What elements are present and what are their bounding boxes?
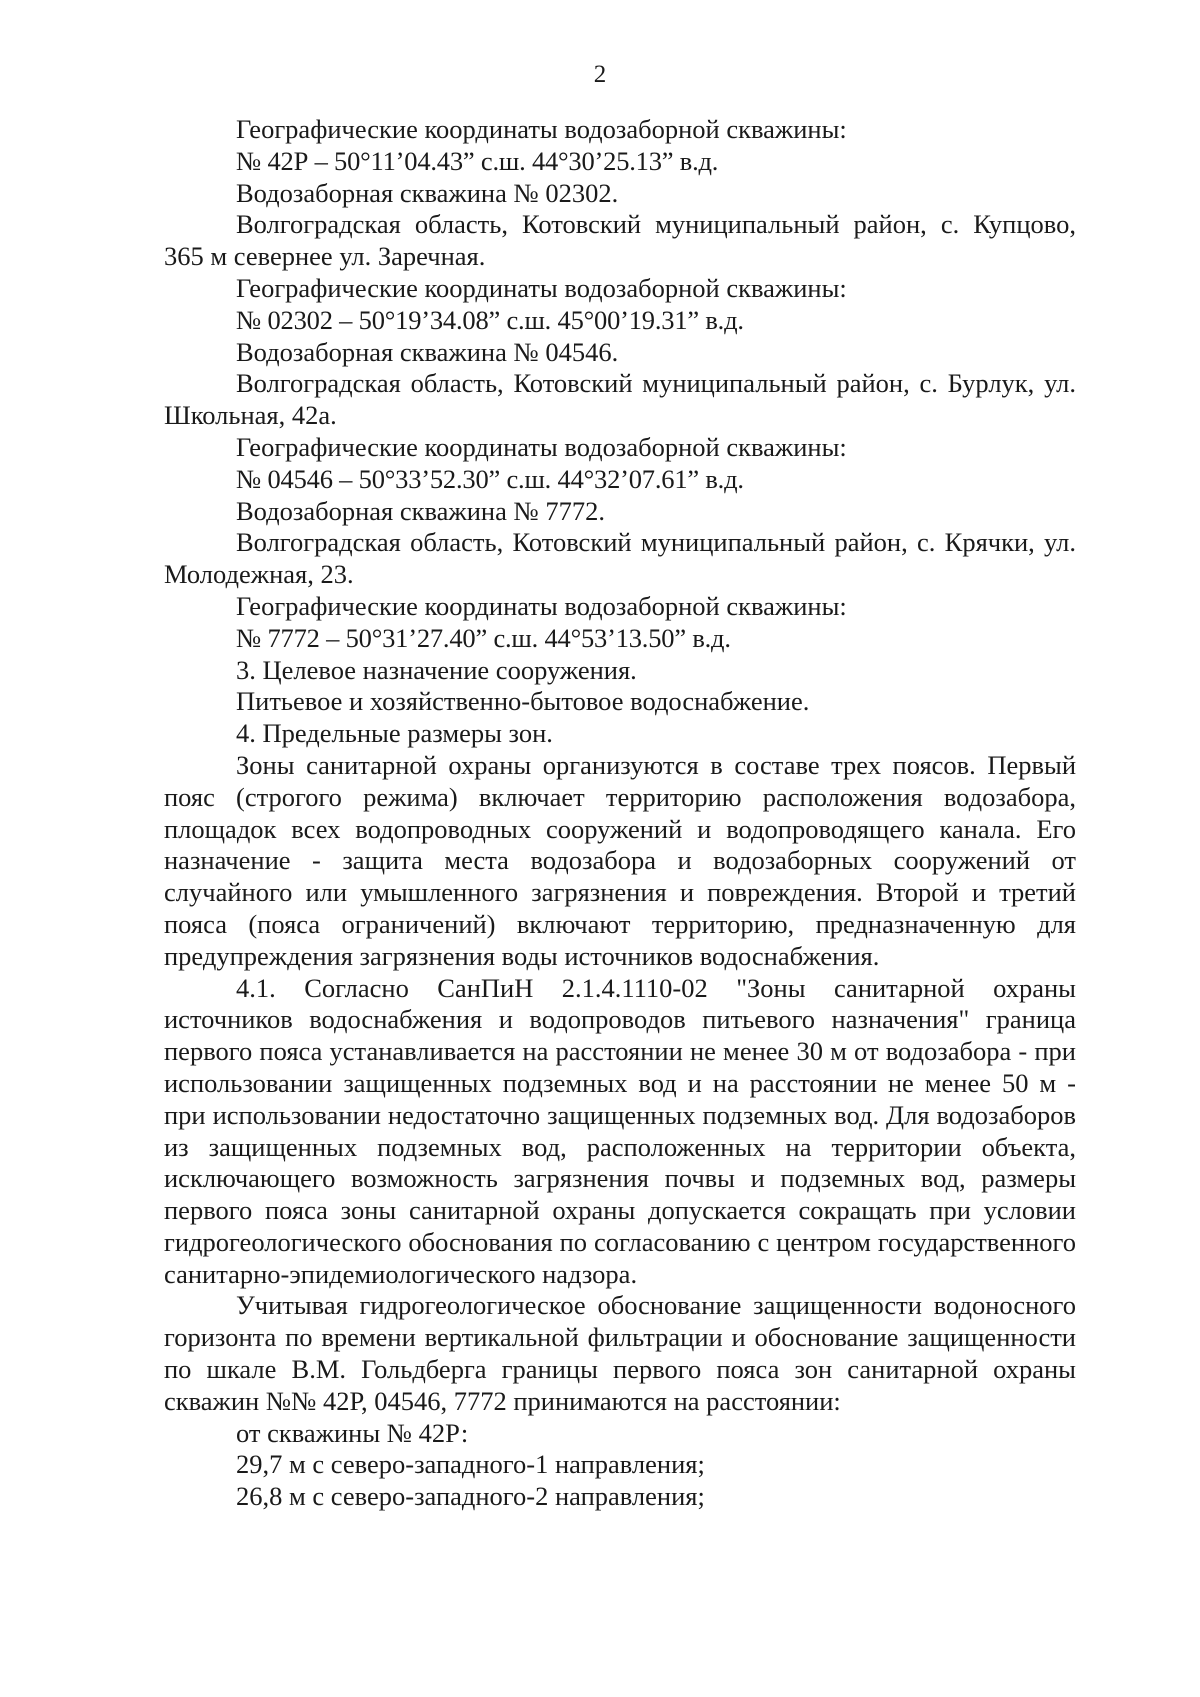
paragraph-2: № 42Р – 50°11’04.43” с.ш. 44°30’25.13” в.д. xyxy=(236,145,719,176)
paragraph-8: Волгоградская область, Котовский муниципальный район, с. Бурлук, ул. Школьная, 42а. xyxy=(164,368,1076,431)
document-body xyxy=(164,114,1076,1513)
paragraph-20: Учитывая гидрогеологическое обоснование защищенности водоносного горизонта по времени вертикальной фильтрации и обоснование защищенности по шкале В.М. Гольдберга границы первого пояса зон санитарной охраны скважин №№ 42Р, 04546, 7772 принимаются на расстоянии: xyxy=(164,1290,1076,1416)
page-number: 2 xyxy=(593,61,607,88)
paragraph-23: 26,8 м с северо-западного-2 направления; xyxy=(236,1481,705,1512)
paragraph-10: № 04546 – 50°33’52.30” с.ш. 44°32’07.61” в.д. xyxy=(236,463,744,494)
paragraph-13: Географические координаты водозаборной скважины: xyxy=(236,590,847,621)
paragraph-15: 3. Целевое назначение сооружения. xyxy=(236,654,637,685)
paragraph-5: Географические координаты водозаборной скважины: xyxy=(236,272,847,303)
paragraph-4: Волгоградская область, Котовский муниципальный район, с. Купцово, 365 м севернее ул. Заречная. xyxy=(164,209,1076,272)
paragraph-19: 4.1. Согласно СанПиН 2.1.4.1110-02 "Зоны санитарной охраны источников водоснабжения и водопроводов питьевого назначения" граница первого пояса устанавливается на расстоянии не менее 30 м от водозабора - при использовании защищенных подземных вод и на расстоянии не менее 50 м - при использовании недостаточно защищенных подземных вод. Для водозаборов из защищенных подземных вод, расположенных на территории объекта, исключающего возможность загрязнения почвы и подземных вод, размеры первого пояса зоны санитарной охраны допускается сокращать при условии гидрогеологического обоснования по согласованию с центром государственного санитарно-эпидемиологического надзора. xyxy=(164,972,1076,1289)
paragraph-7: Водозаборная скважина № 04546. xyxy=(236,336,619,367)
paragraph-21: от скважины № 42Р: xyxy=(236,1417,469,1448)
paragraph-16: Питьевое и хозяйственно-бытовое водоснабжение. xyxy=(236,686,810,717)
paragraph-12: Волгоградская область, Котовский муниципальный район, с. Крячки, ул. Молодежная, 23. xyxy=(164,527,1076,590)
paragraph-14: № 7772 – 50°31’27.40” с.ш. 44°53’13.50” в.д. xyxy=(236,622,731,653)
paragraph-11: Водозаборная скважина № 7772. xyxy=(236,495,606,526)
paragraph-18: Зоны санитарной охраны организуются в составе трех поясов. Первый пояс (строгого режима) включает территорию расположения водозабора, площадок всех водопроводных сооружений и водопроводящего канала. Его назначение - защита места водозабора и водозаборных сооружений от случайного или умышленного загрязнения и повреждения. Второй и третий пояса (пояса ограничений) включают территорию, предназначенную для предупреждения загрязнения воды источников водоснабжения. xyxy=(164,749,1076,971)
paragraph-17: 4. Предельные размеры зон. xyxy=(236,718,553,749)
paragraph-3: Водозаборная скважина № 02302. xyxy=(236,177,619,208)
paragraph-6: № 02302 – 50°19’34.08” с.ш. 45°00’19.31” в.д. xyxy=(236,304,744,335)
paragraph-1: Географические координаты водозаборной скважины: xyxy=(236,114,847,144)
paragraph-22: 29,7 м с северо-западного-1 направления; xyxy=(236,1449,705,1480)
paragraph-9: Географические координаты водозаборной скважины: xyxy=(236,431,847,462)
